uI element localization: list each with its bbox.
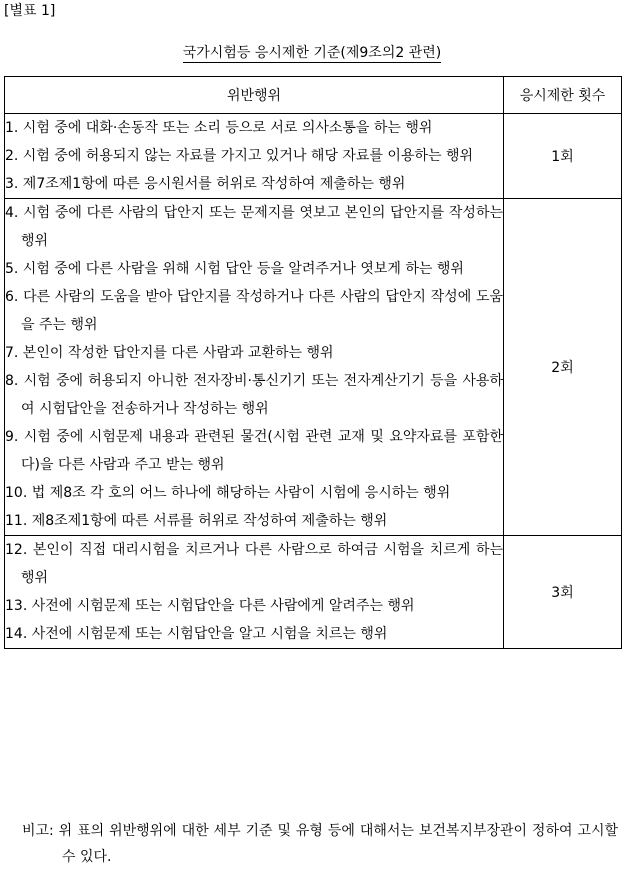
- header-violation: 위반행위: [5, 77, 504, 114]
- violation-item: 1. 시험 중에 대화·손동작 또는 소리 등으로 서로 의사소통을 하는 행위: [5, 120, 433, 136]
- violation-item: 4. 시험 중에 다른 사람의 답안지 또는 문제지를 엿보고 본인의 답안지를 작성하는 행위: [5, 205, 503, 249]
- table-header-row: [5, 77, 622, 114]
- document-title-text: 국가시험등 응시제한 기준(제9조의2 관련): [182, 45, 442, 61]
- document-title: [0, 42, 624, 62]
- violation-item: 13. 사전에 시험문제 또는 시험답안을 다른 사람에게 알려주는 행위: [5, 598, 415, 614]
- violation-item: 8. 시험 중에 허용되지 아니한 전자장비·통신기기 또는 전자계산기기 등을 사용하여 시험답안을 전송하거나 작성하는 행위: [5, 373, 503, 417]
- violation-item: 9. 시험 중에 시험문제 내용과 관련된 물건(시험 관련 교재 및 요약자료를 포함한다)을 다른 사람과 주고 받는 행위: [5, 429, 503, 473]
- violation-item: 5. 시험 중에 다른 사람을 위해 시험 답안 등을 알려주거나 엿보게 하는 행위: [5, 261, 464, 277]
- violation-item: 11. 제8조제1항에 따른 서류를 허위로 작성하여 제출하는 행위: [5, 513, 388, 529]
- violation-item: 3. 제7조제1항에 따른 응시원서를 허위로 작성하여 제출하는 행위: [5, 176, 406, 192]
- annex-label: [별표 1]: [4, 3, 56, 19]
- violation-item: 6. 다른 사람의 도움을 받아 답안지를 작성하거나 다른 사람의 답안지 작성에 도움을 주는 행위: [5, 289, 503, 333]
- restriction-count-group-2: 2회: [504, 199, 622, 536]
- violation-item: 12. 본인이 직접 대리시험을 치르거나 다른 사람으로 하여금 시험을 치르게 하는 행위: [5, 542, 503, 586]
- header-restriction-count: 응시제한 횟수: [504, 77, 622, 114]
- violation-list-group-2: [5, 199, 504, 536]
- table-row: [5, 199, 622, 536]
- restriction-count-group-3: 3회: [504, 536, 622, 649]
- violation-item: 2. 시험 중에 허용되지 않는 자료를 가지고 있거나 해당 자료를 이용하는 행위: [5, 148, 474, 164]
- remarks-note: 비고: 위 표의 위반행위에 대한 세부 기준 및 유형 등에 대해서는 보건복지부장관이 정하여 고시할 수 있다.: [22, 823, 618, 865]
- violation-item: 10. 법 제8조 각 호의 어느 하나에 해당하는 사람이 시험에 응시하는 행위: [5, 485, 451, 501]
- violation-item: 7. 본인이 작성한 답안지를 다른 사람과 교환하는 행위: [5, 345, 334, 361]
- violation-list-group-3: [5, 536, 504, 649]
- restriction-count-group-1: 1회: [504, 114, 622, 199]
- restriction-table: [4, 76, 622, 649]
- table-row: [5, 536, 622, 649]
- violation-list-group-1: [5, 114, 504, 199]
- table-row: [5, 114, 622, 199]
- violation-item: 14. 사전에 시험문제 또는 시험답안을 알고 시험을 치르는 행위: [5, 626, 388, 642]
